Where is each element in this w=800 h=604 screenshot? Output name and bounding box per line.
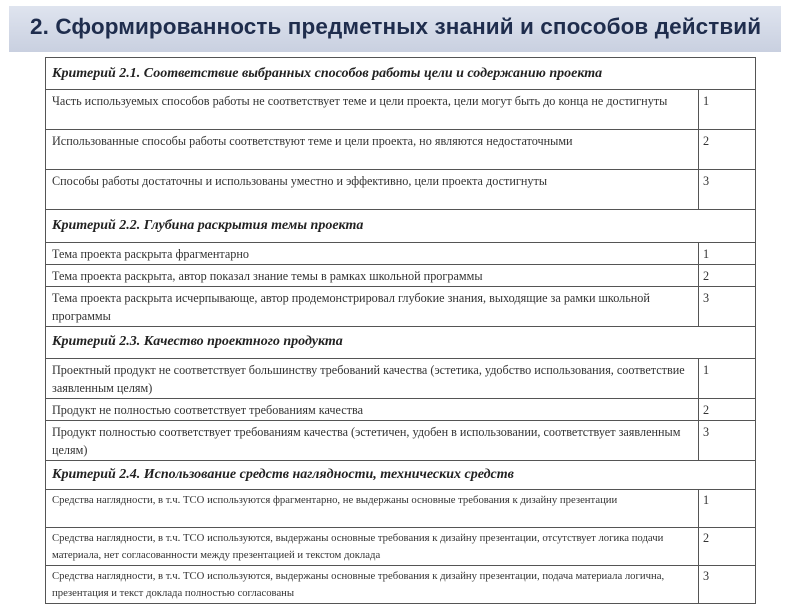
criterion-header: Критерий 2.4. Использование средств наглядности, технических средств <box>46 461 756 490</box>
table-row <box>46 130 756 170</box>
criterion-description: Средства наглядности, в т.ч. ТСО используются, выдержаны основные требования к дизайну презентации, отсутствует логика подачи материала, нет согласованности между презентацией и текстом доклада <box>46 528 699 566</box>
criteria-table <box>45 57 756 604</box>
criterion-score: 3 <box>699 170 756 210</box>
criterion-score: 3 <box>699 421 756 461</box>
table-row <box>46 265 756 287</box>
table-row <box>46 170 756 210</box>
criterion-description: Продукт не полностью соответствует требованиям качества <box>46 399 699 421</box>
criterion-description: Продукт полностью соответствует требованиям качества (эстетичен, удобен в использовании, соответствует заявленным целям) <box>46 421 699 461</box>
criterion-header-row <box>46 58 756 90</box>
criterion-description: Тема проекта раскрыта исчерпывающе, автор продемонстрировал глубокие знания, выходящие за рамки школьной программы <box>46 287 699 327</box>
criterion-description: Использованные способы работы соответствуют теме и цели проекта, но являются недостаточными <box>46 130 699 170</box>
criterion-header: Критерий 2.2. Глубина раскрытия темы проекта <box>46 210 756 243</box>
slide-title: 2. Сформированность предметных знаний и способов действий <box>30 14 762 39</box>
criterion-header: Критерий 2.3. Качество проектного продукта <box>46 327 756 359</box>
table-row <box>46 243 756 265</box>
table-row <box>46 359 756 399</box>
criterion-description: Средства наглядности, в т.ч. ТСО используются фрагментарно, не выдержаны основные требования к дизайну презентации <box>46 490 699 528</box>
table-row <box>46 421 756 461</box>
criterion-description: Часть используемых способов работы не соответствует теме и цели проекта, цели могут быть до конца не достигнуты <box>46 90 699 130</box>
criterion-description: Тема проекта раскрыта фрагментарно <box>46 243 699 265</box>
criterion-header-row <box>46 210 756 243</box>
criterion-score: 1 <box>699 90 756 130</box>
criterion-header: Критерий 2.1. Соответствие выбранных способов работы цели и содержанию проекта <box>46 58 756 90</box>
criterion-score: 1 <box>699 359 756 399</box>
criterion-score: 2 <box>699 399 756 421</box>
criterion-score: 3 <box>699 566 756 604</box>
criterion-description: Проектный продукт не соответствует большинству требований качества (эстетика, удобство использования, соответствие заявленным целям) <box>46 359 699 399</box>
table-row <box>46 287 756 327</box>
table-row <box>46 90 756 130</box>
criterion-score: 1 <box>699 490 756 528</box>
criterion-header-row <box>46 461 756 490</box>
criterion-score: 2 <box>699 528 756 566</box>
table-row <box>46 566 756 604</box>
table-row <box>46 528 756 566</box>
criterion-score: 2 <box>699 130 756 170</box>
criterion-score: 1 <box>699 243 756 265</box>
criterion-description: Способы работы достаточны и использованы уместно и эффективно, цели проекта достигнуты <box>46 170 699 210</box>
table-row <box>46 490 756 528</box>
criterion-score: 3 <box>699 287 756 327</box>
table-row <box>46 399 756 421</box>
criterion-header-row <box>46 327 756 359</box>
criterion-description: Средства наглядности, в т.ч. ТСО используются, выдержаны основные требования к дизайну презентации, подача материала логична, презентация и текст доклада полностью согласованы <box>46 566 699 604</box>
criterion-score: 2 <box>699 265 756 287</box>
criterion-description: Тема проекта раскрыта, автор показал знание темы в рамках школьной программы <box>46 265 699 287</box>
